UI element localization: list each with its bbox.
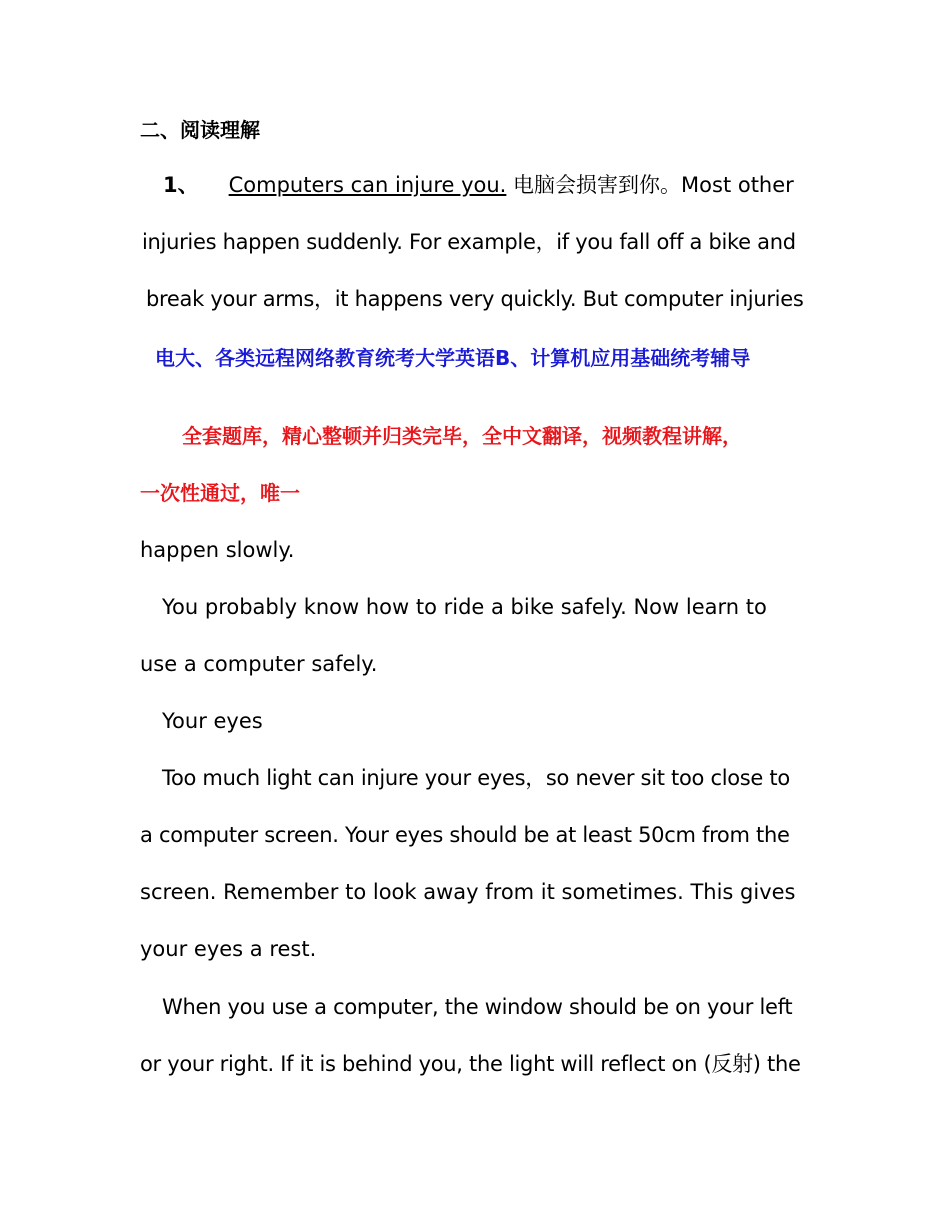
passage-line: use a computer safely. (140, 652, 378, 676)
question-1-line-1 (163, 170, 794, 200)
promo-red-line: 一次性通过，唯一 (140, 481, 300, 505)
passage-line: Too much light can injure your eyes，so never sit too close to (162, 766, 790, 790)
passage-line-1-rest: 电脑会损害到你。Most other (506, 173, 794, 197)
passage-title: Computers can injure you. (228, 173, 507, 197)
passage-line: break your arms，it happens very quickly. But computer injuries (146, 287, 804, 311)
passage-line: You probably know how to ride a bike safely. Now learn to (162, 595, 767, 619)
passage-line: happen slowly. (140, 538, 295, 562)
passage-line: When you use a computer, the window should be on your left (162, 995, 793, 1019)
passage-line: injuries happen suddenly. For example，if you fall off a bike and (142, 230, 796, 254)
passage-line: or your right. If it is behind you, the light will reflect on (反射) the (140, 1052, 801, 1076)
section-heading: 二、阅读理解 (140, 118, 260, 142)
passage-line: your eyes a rest. (140, 937, 317, 961)
question-number: 1、 (163, 173, 199, 197)
subheading-your-eyes: Your eyes (162, 709, 263, 733)
passage-line: a computer screen. Your eyes should be at least 50cm from the (140, 823, 790, 847)
promo-blue-line: 电大、各类远程网络教育统考大学英语B、计算机应用基础统考辅导 (155, 346, 751, 370)
passage-line: screen. Remember to look away from it sometimes. This gives (140, 880, 796, 904)
promo-red-line: 全套题库，精心整顿并归类完毕，全中文翻译，视频教程讲解， (182, 424, 742, 448)
